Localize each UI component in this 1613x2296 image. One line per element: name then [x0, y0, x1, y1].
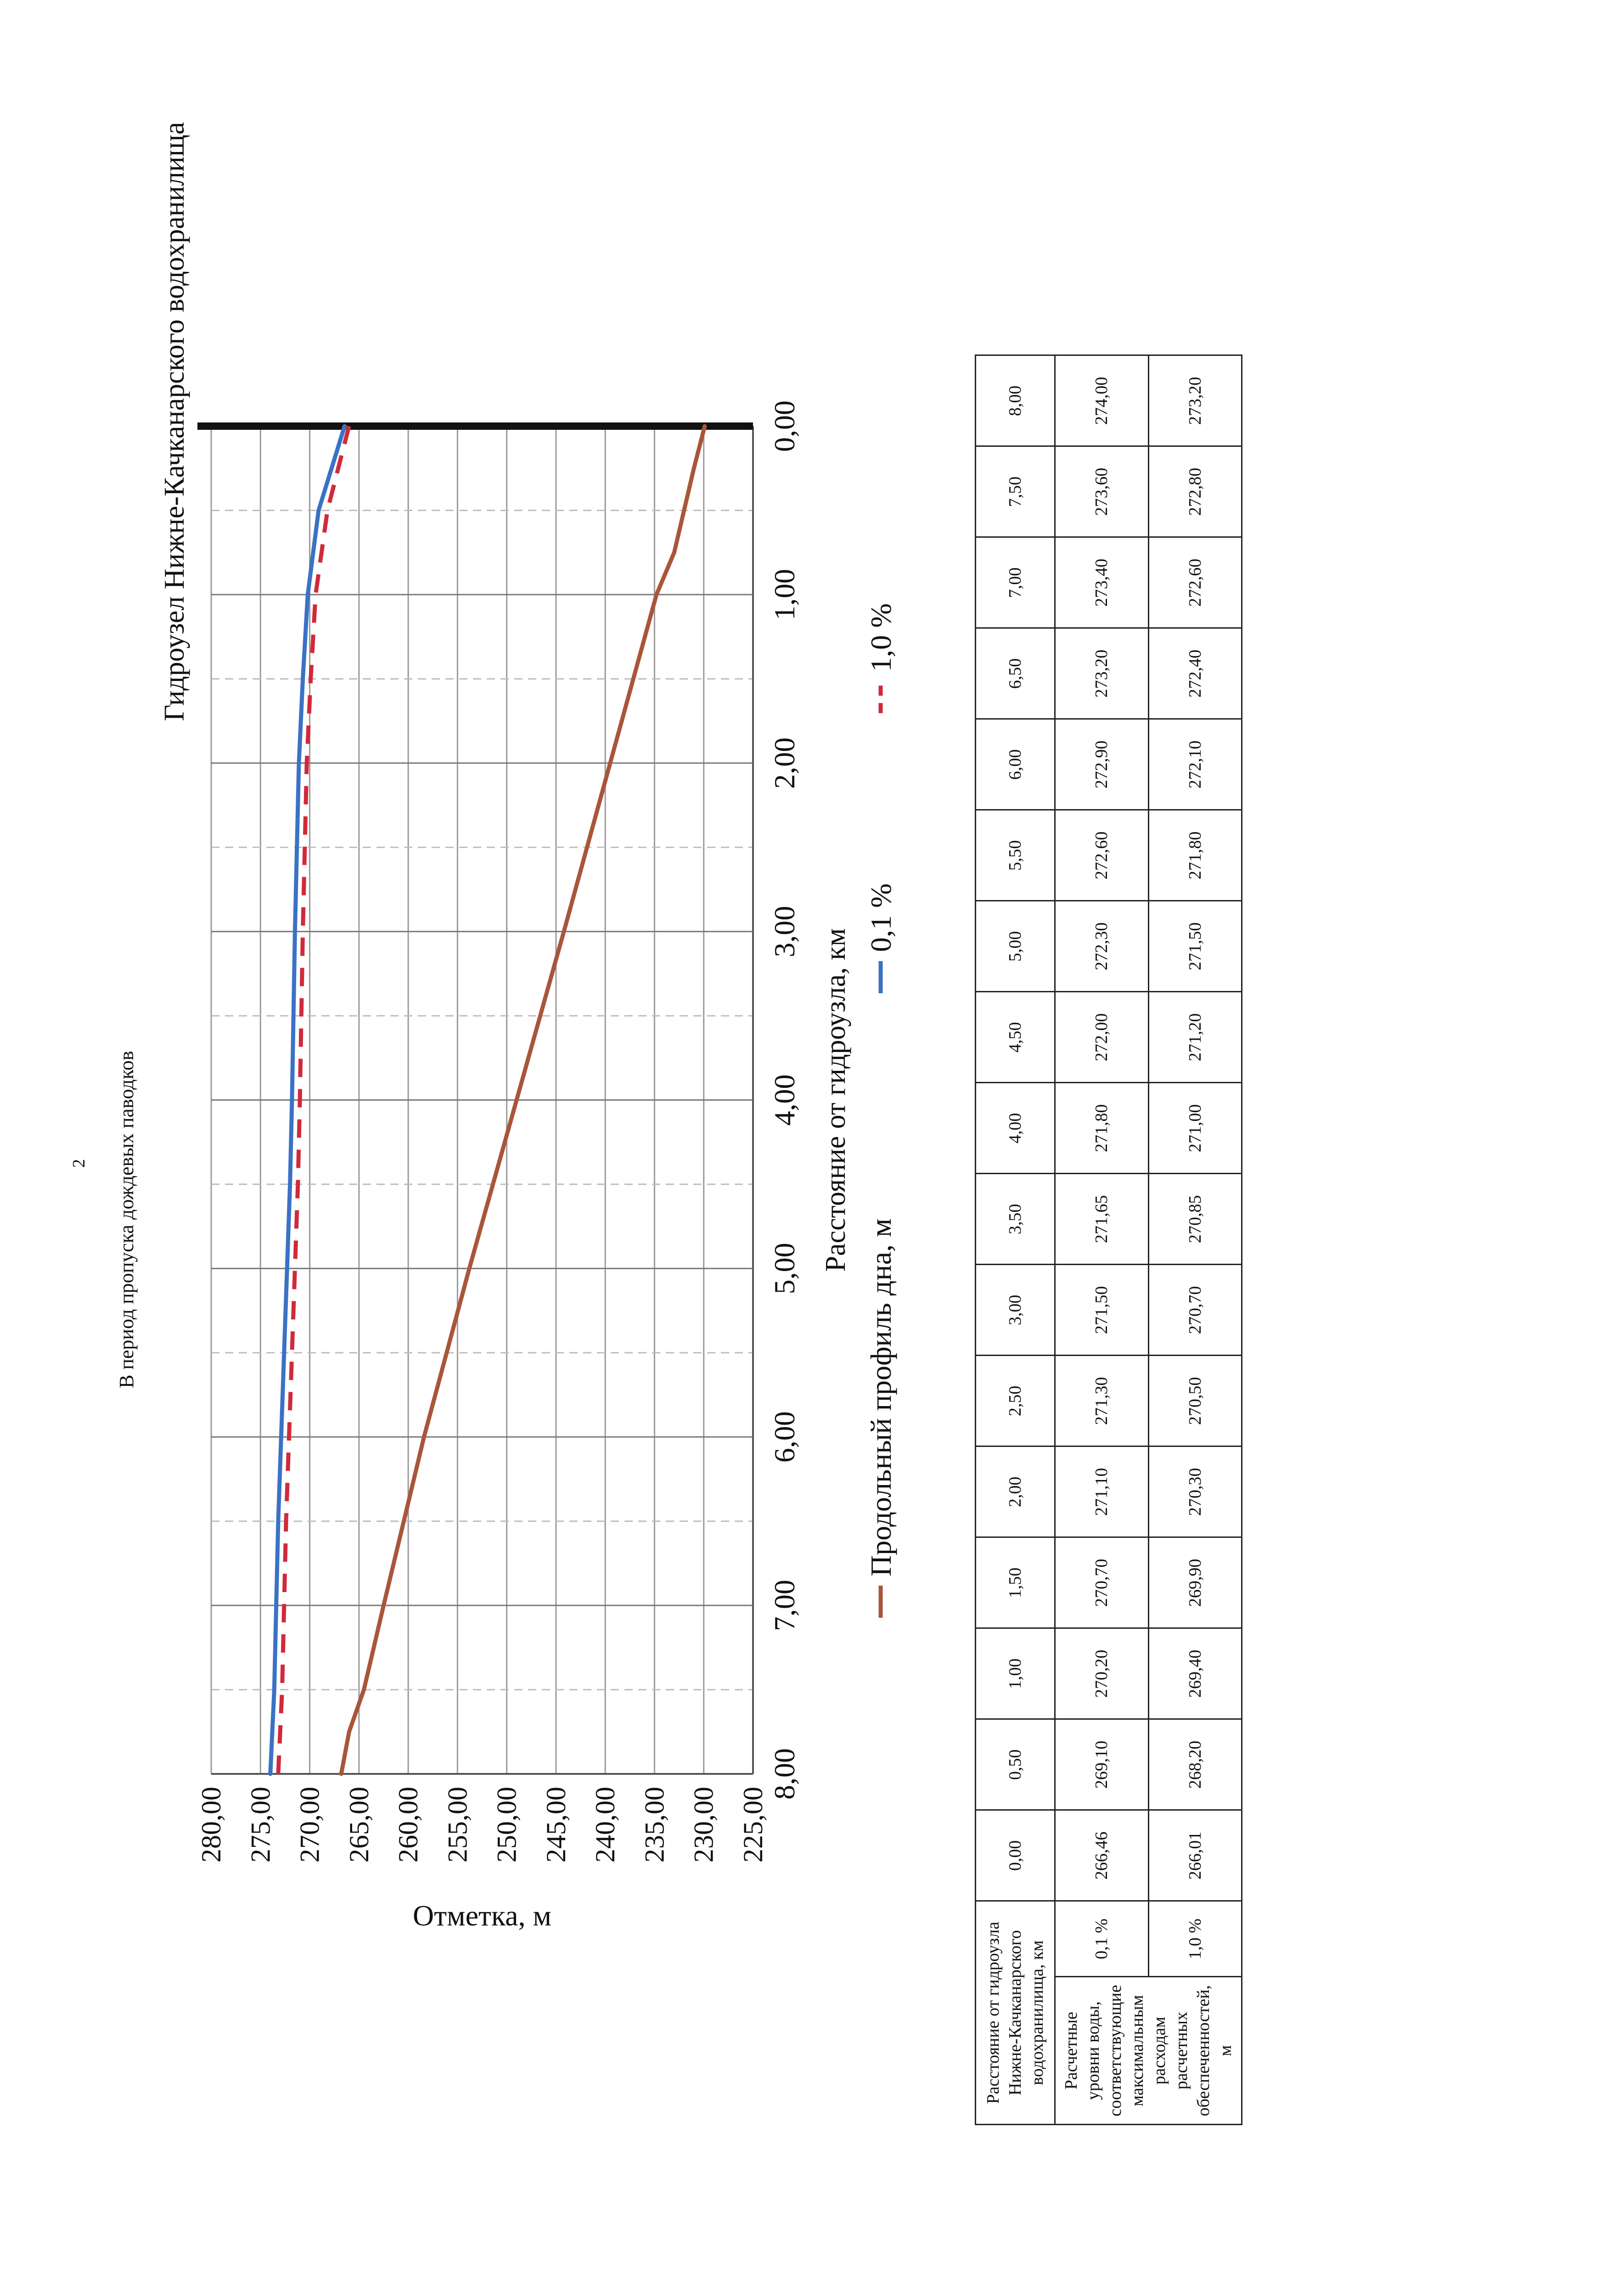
table-cell: 269,90: [1148, 1537, 1242, 1628]
table-cell: 272,10: [1148, 719, 1242, 810]
table-cell: 270,70: [1148, 1265, 1242, 1356]
table-column-header: 6,00: [976, 719, 1055, 810]
y-tick-label: 255,00: [442, 1787, 473, 1863]
table-column-header: 2,50: [976, 1356, 1055, 1446]
y-tick-label: 275,00: [245, 1787, 276, 1863]
table-column-header: 5,50: [976, 810, 1055, 901]
table-row-label: 0,1 %: [1055, 1901, 1149, 1977]
table-column-header: 3,50: [976, 1174, 1055, 1265]
table-cell: 274,00: [1055, 355, 1149, 446]
x-tick-label: 4,00: [768, 1074, 801, 1126]
table-cell: 271,50: [1055, 1265, 1149, 1356]
table-cell: 269,10: [1055, 1719, 1149, 1810]
table-cell: 273,20: [1055, 628, 1149, 719]
x-tick-label: 8,00: [768, 1748, 801, 1800]
table-cell: 271,50: [1148, 901, 1242, 992]
table-cell: 272,60: [1055, 810, 1149, 901]
table-cell: 272,90: [1055, 719, 1149, 810]
x-tick-label: 1,00: [768, 568, 801, 620]
table-cell: 271,30: [1055, 1356, 1149, 1446]
legend-label: 1,0 %: [865, 603, 897, 672]
table-cell: 273,40: [1055, 537, 1149, 628]
y-tick-label: 235,00: [639, 1787, 670, 1863]
y-tick-label: 250,00: [491, 1787, 522, 1863]
x-axis-title: Расстояние от гидроузла, км: [820, 928, 851, 1272]
table-column-header: 0,50: [976, 1719, 1055, 1810]
table-cell: 268,20: [1148, 1719, 1242, 1810]
table-cell: 273,20: [1148, 355, 1242, 446]
table-column-header: 5,00: [976, 901, 1055, 992]
table-cell: 271,80: [1148, 810, 1242, 901]
table-cell: 269,40: [1148, 1628, 1242, 1719]
x-tick-label: 3,00: [768, 906, 801, 957]
y-tick-label: 270,00: [294, 1787, 325, 1863]
table-cell: 272,00: [1055, 992, 1149, 1083]
table-cell: 266,46: [1055, 1810, 1149, 1901]
x-tick-label: 2,00: [768, 737, 801, 789]
table-cell: 271,20: [1148, 992, 1242, 1083]
table-header-row: [976, 355, 1055, 2125]
table-cell: 272,60: [1148, 537, 1242, 628]
legend-label: Продольный профиль дна, м: [865, 1218, 897, 1576]
data-table: [975, 355, 1242, 2125]
table-cell: 272,30: [1055, 901, 1149, 992]
y-tick-label: 280,00: [196, 1787, 226, 1863]
dam-label: Гидроузел Нижне-Качканарского водохранилища: [159, 122, 190, 721]
y-tick-label: 230,00: [688, 1787, 719, 1863]
y-axis-title: Отметка, м: [412, 1899, 552, 1932]
table-cell: 271,00: [1148, 1083, 1242, 1174]
x-tick-label: 7,00: [768, 1580, 801, 1632]
x-tick-label: 5,00: [768, 1243, 801, 1294]
table-cell: 270,70: [1055, 1537, 1149, 1628]
table-cell: 270,85: [1148, 1174, 1242, 1265]
table-row: [1055, 355, 1149, 2125]
table-cell: 271,65: [1055, 1174, 1149, 1265]
table-cell: 270,20: [1055, 1628, 1149, 1719]
table-column-header: 1,50: [976, 1537, 1055, 1628]
page-number: 2: [69, 1159, 89, 1168]
y-tick-label: 245,00: [540, 1787, 571, 1863]
table-column-header: 6,50: [976, 628, 1055, 719]
x-tick-label: 6,00: [768, 1411, 801, 1463]
x-tick-label: 0,00: [768, 400, 801, 452]
table-cell: 271,80: [1055, 1083, 1149, 1174]
table-group-label: Расчетные уровни воды, соответствующие максимальным расходам расчетных обеспеченностей, м: [1055, 1977, 1242, 2125]
table-cell: 272,40: [1148, 628, 1242, 719]
table-row: [1148, 355, 1242, 2125]
legend-label: 0,1 %: [865, 883, 897, 952]
page-subtitle: В период пропуска дождевых паводков: [115, 1051, 138, 1388]
table-column-header: 2,00: [976, 1446, 1055, 1537]
y-tick-label: 260,00: [393, 1787, 424, 1863]
table-column-header: 3,00: [976, 1265, 1055, 1356]
y-tick-label: 240,00: [590, 1787, 621, 1863]
table-column-header: 1,00: [976, 1628, 1055, 1719]
table-cell: 273,60: [1055, 446, 1149, 537]
table-cell: 271,10: [1055, 1446, 1149, 1537]
y-tick-label: 265,00: [343, 1787, 374, 1863]
table-cell: 266,01: [1148, 1810, 1242, 1901]
chart-labels: [159, 122, 851, 1932]
table-column-header: 4,00: [976, 1083, 1055, 1174]
chart-legend: [865, 603, 897, 1618]
table-cell: 270,50: [1148, 1356, 1242, 1446]
table-header-label: Расстояние от гидроузла Нижне-Качканарского водохранилища, км: [976, 1901, 1055, 2125]
table-row-label: 1,0 %: [1148, 1901, 1242, 1977]
table-column-header: 4,50: [976, 992, 1055, 1083]
table-cell: 272,80: [1148, 446, 1242, 537]
table-column-header: 0,00: [976, 1810, 1055, 1901]
table-column-header: 7,00: [976, 537, 1055, 628]
table-column-header: 7,50: [976, 446, 1055, 537]
table-column-header: 8,00: [976, 355, 1055, 446]
y-tick-label: 225,00: [738, 1787, 768, 1863]
table-cell: 270,30: [1148, 1446, 1242, 1537]
